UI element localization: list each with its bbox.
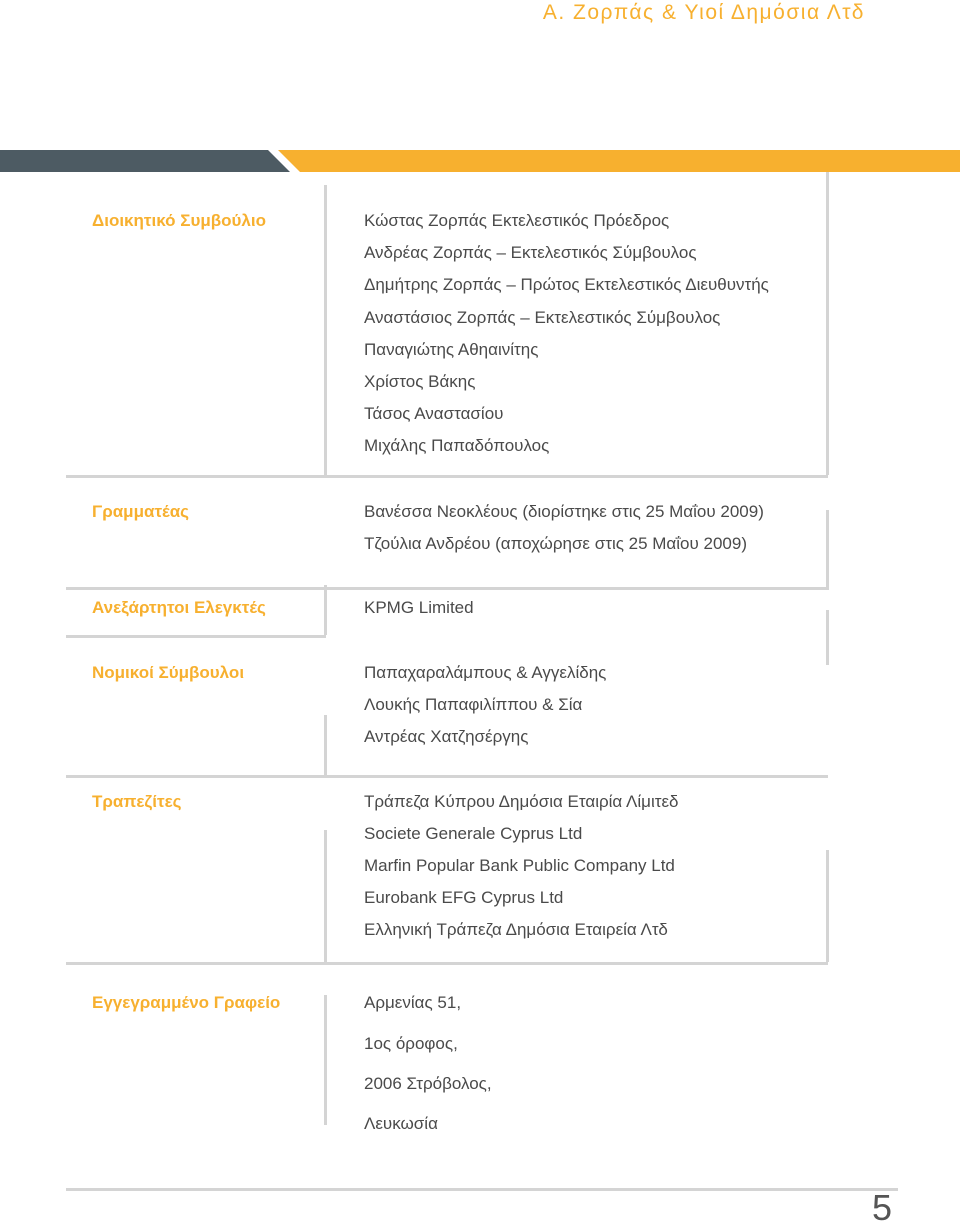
section-label-bankers: Τραπεζίτες xyxy=(92,792,182,811)
section-label-board: Διοικητικό Συμβούλιο xyxy=(92,211,266,230)
divider-horizontal xyxy=(66,635,326,638)
divider-horizontal xyxy=(66,962,828,965)
banker-entry: Eurobank EFG Cyprus Ltd xyxy=(364,888,564,907)
board-member: Παναγιώτης Αθηαινίτης xyxy=(364,340,539,359)
secretary-entry: Βανέσσα Νεοκλέους (διορίστηκε στις 25 Μαΐου 2009) xyxy=(364,502,764,521)
board-member: Ανδρέας Ζορπάς – Εκτελεστικός Σύμβουλος xyxy=(364,243,697,262)
address-line: 1ος όροφος, xyxy=(364,1034,458,1053)
document-header-title: Α. Ζορπάς & Υιοί Δημόσια Λτδ xyxy=(542,1,865,24)
section-label-legal-advisors: Νομικοί Σύμβουλοι xyxy=(92,663,245,682)
divider-vertical xyxy=(324,585,327,635)
secretary-entry: Τζούλια Ανδρέου (αποχώρησε στις 25 Μαΐου 2009) xyxy=(364,534,747,553)
board-member: Μιχάλης Παπαδόπουλος xyxy=(364,436,550,455)
auditor-entry: KPMG Limited xyxy=(364,598,474,617)
divider-vertical xyxy=(324,715,327,777)
banner-accent-band xyxy=(278,150,960,172)
banner-dark-band xyxy=(0,150,290,172)
banker-entry: Societe Generale Cyprus Ltd xyxy=(364,824,583,843)
address-line: 2006 Στρόβολος, xyxy=(364,1074,492,1093)
divider-vertical xyxy=(826,850,829,962)
board-member: Χρίστος Βάκης xyxy=(364,372,476,391)
board-member: Αναστάσιος Ζορπάς – Εκτελεστικός Σύμβουλος xyxy=(364,308,721,327)
divider-horizontal xyxy=(66,1188,898,1191)
divider-horizontal xyxy=(66,475,828,478)
divider-horizontal xyxy=(66,587,828,590)
section-label-auditors: Ανεξάρτητοι Ελεγκτές xyxy=(92,598,266,617)
divider-vertical xyxy=(826,172,829,475)
divider-vertical xyxy=(324,185,327,475)
address-line: Αρμενίας 51, xyxy=(364,993,462,1012)
banker-entry: Τράπεζα Κύπρου Δημόσια Εταιρία Λίμιτεδ xyxy=(364,792,679,811)
divider-vertical xyxy=(324,995,327,1125)
board-member: Τάσος Αναστασίου xyxy=(364,404,504,423)
section-label-secretary: Γραμματέας xyxy=(92,502,189,521)
page-number: 5 xyxy=(871,1187,892,1228)
divider-vertical xyxy=(324,830,327,962)
legal-advisor-entry: Αντρέας Χατζησέργης xyxy=(364,727,529,746)
legal-advisor-entry: Παπαχαραλάμπους & Αγγελίδης xyxy=(364,663,607,682)
header-banner xyxy=(0,150,960,172)
banker-entry: Ελληνική Τράπεζα Δημόσια Εταιρεία Λτδ xyxy=(364,920,668,939)
legal-advisor-entry: Λουκής Παπαφιλίππου & Σία xyxy=(364,695,583,714)
address-line: Λευκωσία xyxy=(364,1114,438,1133)
divider-horizontal xyxy=(66,775,828,778)
divider-vertical xyxy=(826,610,829,665)
divider-vertical xyxy=(826,510,829,590)
section-label-registered-office: Εγγεγραμμένο Γραφείο xyxy=(92,993,281,1012)
board-member: Κώστας Ζορπάς Εκτελεστικός Πρόεδρος xyxy=(364,211,670,230)
board-member: Δημήτρης Ζορπάς – Πρώτος Εκτελεστικός Διευθυντής xyxy=(364,275,769,294)
banker-entry: Marfin Popular Bank Public Company Ltd xyxy=(364,856,675,875)
